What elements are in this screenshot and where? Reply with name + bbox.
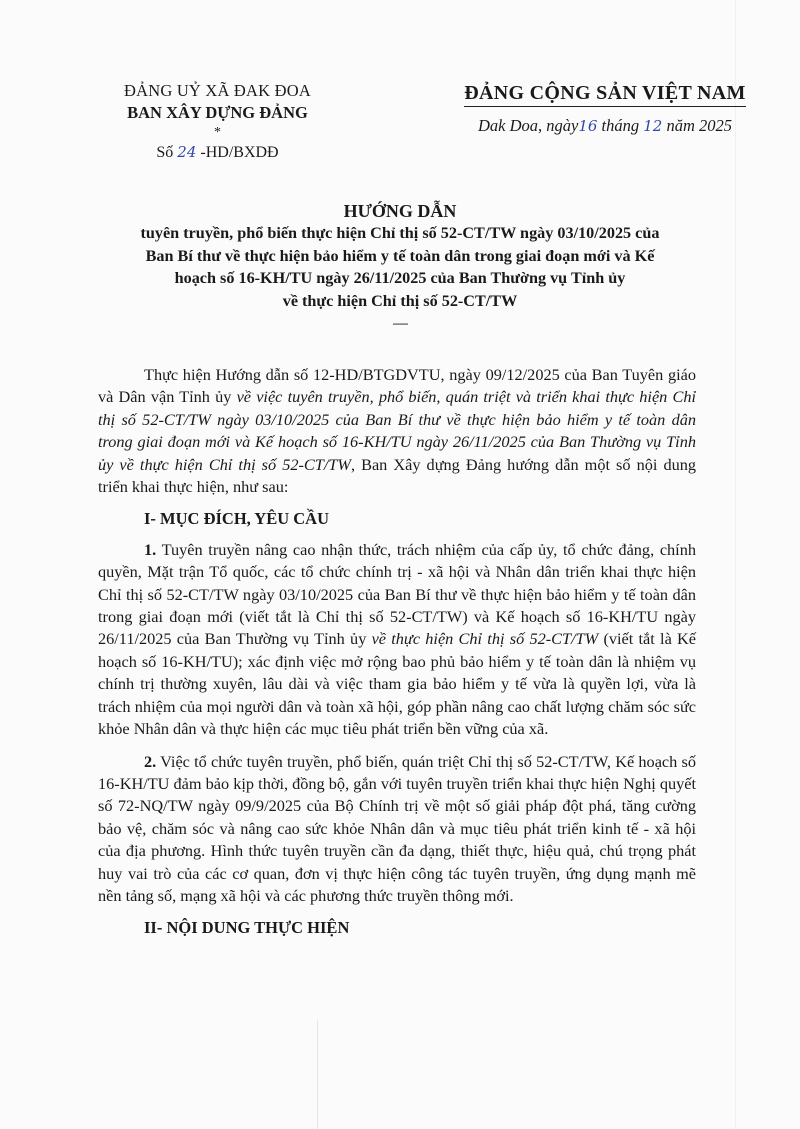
item-text: Việc tổ chức tuyên truyền, phổ biến, quán triệt Chỉ thị số 52-CT/TW, Kế hoạch số 16-KH/TU đảm bảo kịp thời, đồng bộ, gắn với tuyên truyền triển khai thực hiện Nghị quyết số 72-NQ/TW ngày 09/9/2025 của Bộ Chính trị về một số giải pháp đột phá, tăng cường bảo vệ, chăm sóc và nâng cao sức khỏe Nhân dân và mục tiêu phát triển kinh tế - xã hội của địa phương. Hình thức tuyên truyền cần đa dạng, thiết thực, hiệu quả, chú trọng phát huy vai trò của các cơ quan, đơn vị thực hiện công tác tuyên truyền, ứng dụng mạnh mẽ nền tảng số, mạng xã hội và các phương thức truyền thông mới. [98, 751, 696, 905]
document-number-suffix: -HD/BXDĐ [200, 144, 279, 161]
document-subject-line: Ban Bí thư về thực hiện bảo hiểm y tế toàn dân trong giai đoạn mới và Kế [145, 246, 655, 265]
issuing-organization: BAN XÂY DỰNG ĐẢNG [127, 103, 308, 122]
item-number: 2. [144, 751, 157, 771]
issuing-authority-block [95, 80, 340, 164]
parent-organization: ĐẢNG UỶ XÃ ĐAK ĐOA [124, 81, 311, 100]
date-place: Dak Doa, ngày [477, 116, 579, 135]
scan-bleed-through-line [317, 1020, 318, 1129]
title-separator: ----- [392, 316, 408, 330]
intro-italic-text: về việc tuyên truyền, phổ biến, quán triệt và triển khai thực hiện Chỉ thị số 52-CT/TW ngày 03/10/2025 của Ban Bí thư về thực hiện bảo hiểm y tế toàn dân trong giai đoạn mới và Kế hoạch số 16-KH/TU ngày 26/11/2025 của Ban Thường vụ Tỉnh ủy về thực hiện Chỉ thị số 52-CT/TW [98, 387, 697, 474]
section-heading-implementation: II- NỘI DUNG THỰC HIỆN [144, 918, 350, 938]
date-day-handwritten: 16 [578, 117, 598, 135]
party-name: ĐẢNG CỘNG SẢN VIỆT NAM [464, 80, 745, 107]
place-and-date [420, 115, 790, 137]
document-type: HƯỚNG DẪN [343, 201, 457, 221]
document-body [98, 364, 696, 948]
national-header-block [420, 80, 790, 137]
document-number-handwritten: 24 [177, 143, 197, 161]
date-month-label: tháng [601, 116, 640, 135]
document-title-block [95, 200, 705, 330]
star-separator: * [214, 125, 221, 140]
document-number-prefix: Số [156, 144, 174, 161]
document-subject-line: về thực hiện Chỉ thị số 52-CT/TW [282, 291, 518, 310]
document-subject-line: hoạch số 16-KH/TU ngày 26/11/2025 của Ban Thường vụ Tỉnh ủy [174, 269, 626, 287]
section-heading-purpose: I- MỤC ĐÍCH, YÊU CẦU [144, 509, 330, 529]
section1-item2 [98, 751, 696, 908]
document-subject-line: tuyên truyền, phổ biến thực hiện Chỉ thị số 52-CT/TW ngày 03/10/2025 của [140, 224, 660, 242]
date-year: năm 2025 [666, 116, 733, 135]
item-text-end: (viết tắt là Kế hoạch số 16-KH/TU); xác định việc mở rộng bao phủ bảo hiểm y tế toàn dân là nhiệm vụ chính trị thường xuyên, lâu dài và việc tham gia bảo hiểm y tế vừa là quyền lợi, vừa là trách nhiệm của mọi người dân và toàn xã hội, góp phần nâng cao chất lượng chăm sóc sức khỏe Nhân dân và thực hiện các mục tiêu phát triển bền vững của xã. [98, 629, 697, 739]
scan-fold-line [735, 0, 736, 1129]
section1-item1 [98, 539, 696, 741]
intro-paragraph [98, 364, 696, 498]
item-text: Tuyên truyền nâng cao nhận thức, trách nhiệm của cấp ủy, tổ chức đảng, chính quyền, Mặt trận Tổ quốc, các tổ chức chính trị - xã hội và Nhân dân triển khai thực hiện Chỉ thị số 52-CT/TW ngày 03/10/2025 của Ban Bí thư về thực hiện bảo hiểm y tế toàn dân trong giai đoạn mới (viết tắt là Chỉ thị số 52-CT/TW) và Kế hoạch số 16-KH/TU ngày 26/11/2025 của Ban Thường vụ Tỉnh ủy [98, 539, 696, 649]
item-number: 1. [144, 539, 157, 559]
document-number [95, 141, 340, 164]
item-italic-text: về thực hiện Chỉ thị số 52-CT/TW [371, 629, 599, 649]
intro-text-end: , Ban Xây dựng Đảng hướng dẫn một số nội dung triển khai thực hiện, như sau: [98, 454, 697, 497]
intro-text: Thực hiện Hướng dẫn số 12-HD/BTGDVTU, ngày 09/12/2025 của Ban Tuyên giáo và Dân vận Tỉnh ủy [98, 365, 696, 407]
date-month-handwritten: 12 [643, 117, 663, 135]
